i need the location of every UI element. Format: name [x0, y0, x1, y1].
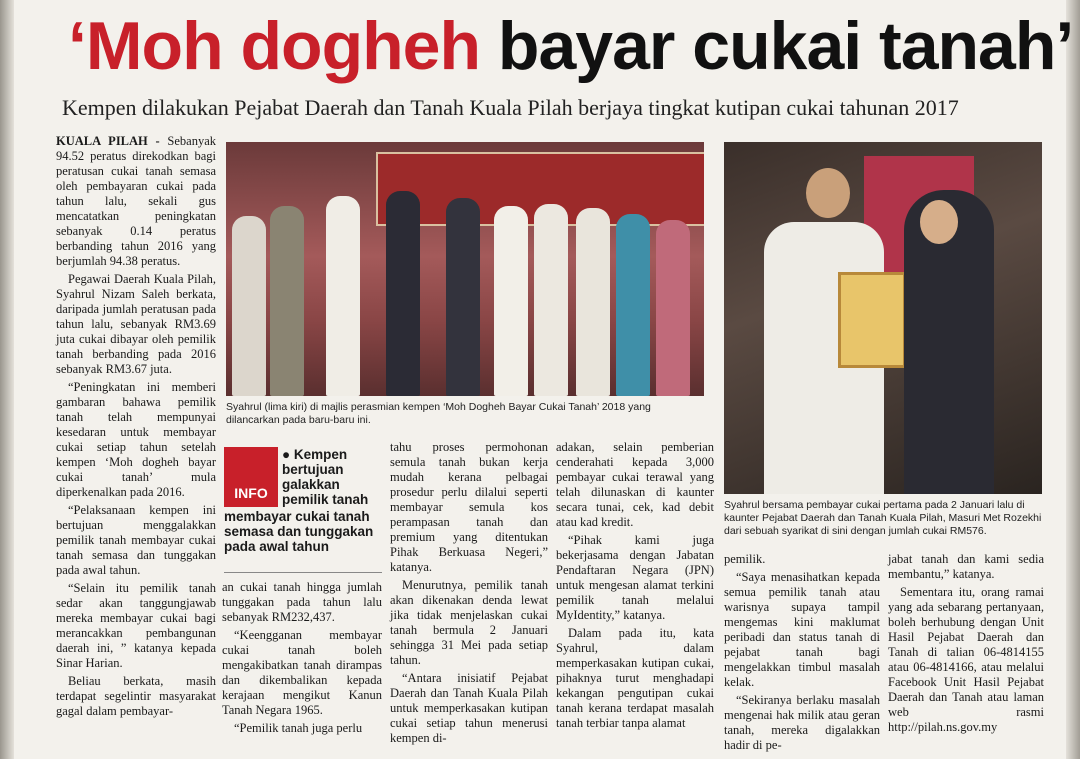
paragraph: adakan, selain pemberian cenderahati kepada 3,000 pembayar cukai terawal yang telah dilunaskan di kaunter secara tunai, cek, kad debit atau kad kredit.: [556, 440, 714, 529]
photo-figure: [386, 191, 420, 396]
info-badge: INFO: [224, 447, 278, 507]
photo-figure: [326, 196, 360, 396]
photo-figure: [446, 198, 480, 396]
handover-photo: [724, 142, 1042, 494]
paragraph: pemilik.: [724, 552, 766, 566]
paragraph: Menurutnya, pemilik tanah akan dikenakan denda lewat jika tidak menjelaskan cukai tanah bermula 2 Januari sehingga 31 Mei pada setiap tahun.: [390, 578, 548, 667]
photo-caption-1: Syahrul (lima kiri) di majlis perasmian kempen ‘Moh Dogheh Bayar Cukai Tanah’ 2018 yang dilancarkan pada baru-baru ini.: [226, 401, 651, 426]
photo-figure: [656, 220, 690, 396]
paragraph: [56, 134, 216, 269]
paragraph-text: Sebanyak 94.52 peratus direkodkan bagi peratusan cukai tanah semasa oleh pembayaran cukai pada tahun lalu, sekali gus mencatatkan peningkatan sebanyak 0.14 peratus berbanding tahun 2016 yang berjumlah 94.38 peratus.: [56, 134, 217, 268]
paragraph: “Sekiranya berlaku masalah mengenai hak milik atau geran tanah, mereka digalakkan hadir di pe-: [724, 693, 880, 752]
photo-figure-head: [806, 168, 850, 218]
certificate: [838, 272, 906, 368]
article-column-3: [390, 440, 548, 749]
article-column-4: [556, 440, 714, 734]
info-text-top: ● Kempen bertujuan galakkan pemilik tanah: [282, 447, 369, 507]
paragraph: “Antara inisiatif Pejabat Daerah dan Tanah Kuala Pilah untuk memperkasakan kutipan cukai setiap tahun menerusi kempen di-: [390, 671, 548, 745]
paragraph: “Keengganan membayar cukai tanah boleh mengakibatkan tanah dirampas dan dikembalikan kepada kerajaan mengikut Kanun Tanah Negara 1965.: [222, 628, 382, 717]
paragraph: an cukai tanah hingga jumlah tunggakan pada tahun lalu sebanyak RM232,437.: [222, 580, 382, 624]
left-page-edge: [0, 0, 14, 759]
paragraph: jabat tanah dan kami sedia membantu,” katanya.: [888, 552, 1044, 581]
article-column-5: [724, 552, 880, 756]
paragraph: “Selain itu pemilik tanah sedar akan tanggungjawab mereka membayar cukai bagi merancakkan pembangunan daerah ini, ” katanya kepada Sinar Harian.: [56, 581, 216, 670]
paragraph: “Pelaksanaan kempen ini bertujuan menggalakkan pemilik tanah membayar cukai tanah semasa dan tunggakan pada awal tahun.: [56, 503, 216, 577]
article-column-6: [888, 552, 1044, 738]
headline: [68, 2, 1074, 90]
photo-figure: [616, 214, 650, 396]
paragraph: “Pihak kami juga bekerjasama dengan Jabatan Pendaftaran Negara (JPN) untuk mengesan alamat terkini pemilik tanah melalui MyIdentity,” katanya.: [556, 533, 714, 622]
subheadline: Kempen dilakukan Pejabat Daerah dan Tanah Kuala Pilah berjaya tingkat kutipan cukai tahunan 2017: [62, 95, 959, 120]
paragraph: “Saya menasihatkan kepada semua pemilik tanah atau warisnya supaya tampil mengemas kini maklumat peribadi dan status tanah di pejabat tanah bagi mengelakkan timbul masalah kelak.: [724, 570, 880, 689]
paragraph: Beliau berkata, masih terdapat segelintir masyarakat gagal dalam pembayar-: [56, 674, 216, 718]
photo-figure-head: [920, 200, 958, 244]
headline-black-part: bayar cukai tanah’: [497, 8, 1074, 84]
group-photo: [226, 142, 704, 396]
paragraph: Pegawai Daerah Kuala Pilah, Syahrul Nizam Saleh berkata, daripada jumlah peratusan pada tahun lalu, sebanyak RM3.69 juta cukai dibayar oleh pemilik tanah berbanding pada 2016 sebanyak RM3.67 juta.: [56, 272, 216, 376]
article-column-1: [56, 134, 216, 722]
photo-caption-2: Syahrul bersama pembayar cukai pertama pada 2 Januari lalu di kaunter Pejabat Daerah dan Tanah Kuala Pilah, Masuri Met Rozekhi dari sebuah syarikat di sini dengan jumlah cukai RM576.: [724, 499, 1042, 537]
article-column-2: [222, 580, 382, 739]
dateline: KUALA PILAH -: [56, 134, 160, 148]
paragraph: Sementara itu, orang ramai yang ada sebarang pertanyaan, boleh berhubung dengan Unit Hasil Pejabat Daerah dan Tanah di talian 06-4814155 atau 06-4814166, atau melalui Facebook Unit Hasil Pejabat Daerah dan Tanah atau laman web rasmi http://pilah.ns.gov.my: [888, 585, 1044, 734]
headline-red-part: ‘Moh dogheh: [68, 8, 481, 84]
photo-figure: [494, 206, 528, 396]
paragraph: Dalam pada itu, kata Syahrul, dalam memperkasakan kutipan cukai, pihaknya turut menghadapi kekangan pengutipan cukai tanah kerana terdapat masalah tanah terbiar tanpa alamat: [556, 626, 714, 730]
paragraph: tahu proses permohonan semula tanah bukan kerja mudah kerana pelbagai prosedur perlu dilalui seperti membayar semula kos perampasan tanah dan premium yang ditentukan Pihak Berkuasa Negeri,” katanya.: [390, 440, 548, 574]
info-divider: [224, 572, 382, 573]
photo-figure: [576, 208, 610, 396]
paragraph: “Pemilik tanah juga perlu: [234, 721, 363, 735]
photo-figure: [232, 216, 266, 396]
right-page-edge: [1066, 0, 1080, 759]
photo-figure: [270, 206, 304, 396]
paragraph: “Peningkatan ini memberi gambaran bahawa pemilik tanah telah mempunyai kesedaran untuk membayar cukai setiap tahun setelah kempen ‘Moh dogheh bayar cukai tanah’ mula diperkenalkan pada 2016.: [56, 380, 216, 499]
info-box: [224, 447, 378, 569]
photo-figure: [534, 204, 568, 396]
info-text-bottom: membayar cukai tanah semasa dan tunggakan pada awal tahun: [224, 509, 374, 554]
